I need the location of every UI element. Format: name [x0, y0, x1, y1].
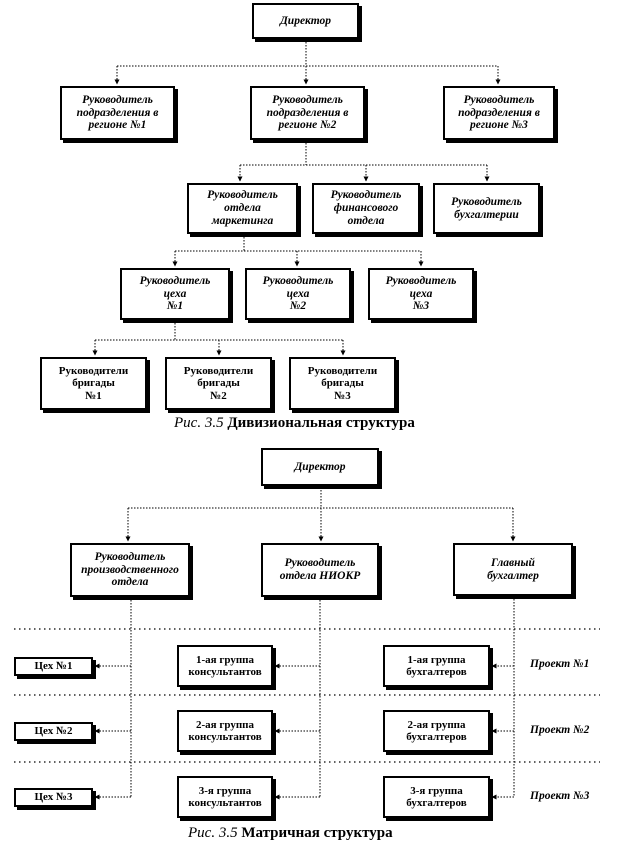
mx-accountants-3-label: 3-я группа бухгалтеров: [406, 784, 467, 809]
mx-chief-accountant-box: [453, 543, 573, 596]
div-region-3-box: [443, 86, 555, 140]
mx-accountants-1-label: 1-ая группа бухгалтеров: [406, 653, 467, 678]
project-separators: [14, 629, 600, 762]
mx-consultants-1-label: 1-ая группа консультантов: [188, 653, 262, 678]
mx-consultants-1-box: [177, 645, 273, 687]
mx-chief-accountant-label: Главный бухгалтер: [487, 556, 539, 582]
div-region-1-label: Руководитель подразделения в регионе №1: [76, 93, 159, 132]
mx-director-box: [261, 448, 379, 486]
mx-rnd-head-label: Руководитель отдела НИОКР: [279, 557, 361, 582]
div-brigade-2-label: Руководители бригады №2: [183, 365, 254, 402]
div-marketing-label: Руководитель отдела маркетинга: [207, 189, 278, 227]
mx-project-3-label: Проект №3: [530, 790, 590, 802]
div-workshop-1-box: [120, 268, 230, 320]
div-brigade-3-label: Руководители бригады №3: [307, 365, 378, 402]
div-region-2-box: [250, 86, 365, 140]
mx-workshop-3-box: [14, 788, 93, 807]
mx-rnd-head-box: [261, 543, 379, 597]
mx-accountants-1-box: [383, 645, 490, 687]
mx-production-head-label: Руководитель производственного отдела: [81, 550, 179, 589]
mx-consultants-3-box: [177, 776, 273, 818]
mx-caption: [188, 825, 393, 842]
div-workshop-2-label: Руководитель цеха №2: [262, 274, 334, 313]
div-caption-prefix: Рис. 3.5: [174, 415, 224, 431]
mx-caption-prefix: Рис. 3.5: [188, 825, 238, 841]
div-finance-box: [312, 183, 420, 234]
mx-workshop-1-box: [14, 657, 93, 676]
mx-accountants-2-label: 2-ая группа бухгалтеров: [406, 718, 467, 743]
mx-consultants-2-box: [177, 710, 273, 752]
mx-director-label: Директор: [294, 460, 346, 473]
div-marketing-box: [187, 183, 298, 234]
mx-workshop-2-box: [14, 722, 93, 741]
div-workshop-2-box: [245, 268, 351, 320]
div-director-box: [252, 3, 359, 39]
div-accounting-box: [433, 183, 540, 234]
div-caption-text: Дивизиональная структура: [227, 415, 415, 431]
div-finance-label: Руководитель финансового отдела: [330, 189, 402, 227]
mx-consultants-3-label: 3-я группа консультантов: [188, 784, 262, 809]
mx-production-head-box: [70, 543, 190, 597]
mx-project-1-label: Проект №1: [530, 658, 590, 670]
div-region-3-label: Руководитель подразделения в регионе №3: [458, 93, 540, 132]
div-director-label: Директор: [279, 14, 332, 27]
div-brigade-2-box: [165, 357, 272, 410]
mx-caption-text: Матричная структура: [241, 825, 393, 841]
mx-accountants-2-box: [383, 710, 490, 752]
div-region-2-label: Руководитель подразделения в регионе №2: [266, 93, 349, 132]
div-region-1-box: [60, 86, 175, 140]
mx-accountants-3-box: [383, 776, 490, 818]
div-accounting-label: Руководитель бухгалтерии: [451, 195, 522, 221]
div-workshop-3-box: [368, 268, 474, 320]
mx-workshop-2-label: Цех №2: [34, 725, 73, 738]
mx-project-2-label: Проект №2: [530, 724, 590, 736]
div-brigade-1-label: Руководители бригады №1: [58, 365, 129, 402]
mx-workshop-3-label: Цех №3: [34, 791, 73, 804]
mx-workshop-1-label: Цех №1: [34, 660, 73, 673]
div-brigade-1-box: [40, 357, 147, 410]
div-brigade-3-box: [289, 357, 396, 410]
mx-consultants-2-label: 2-ая группа консультантов: [188, 718, 262, 743]
div-workshop-1-label: Руководитель цеха №1: [139, 274, 211, 313]
div-caption: [174, 415, 415, 432]
div-workshop-3-label: Руководитель цеха №3: [385, 274, 457, 313]
